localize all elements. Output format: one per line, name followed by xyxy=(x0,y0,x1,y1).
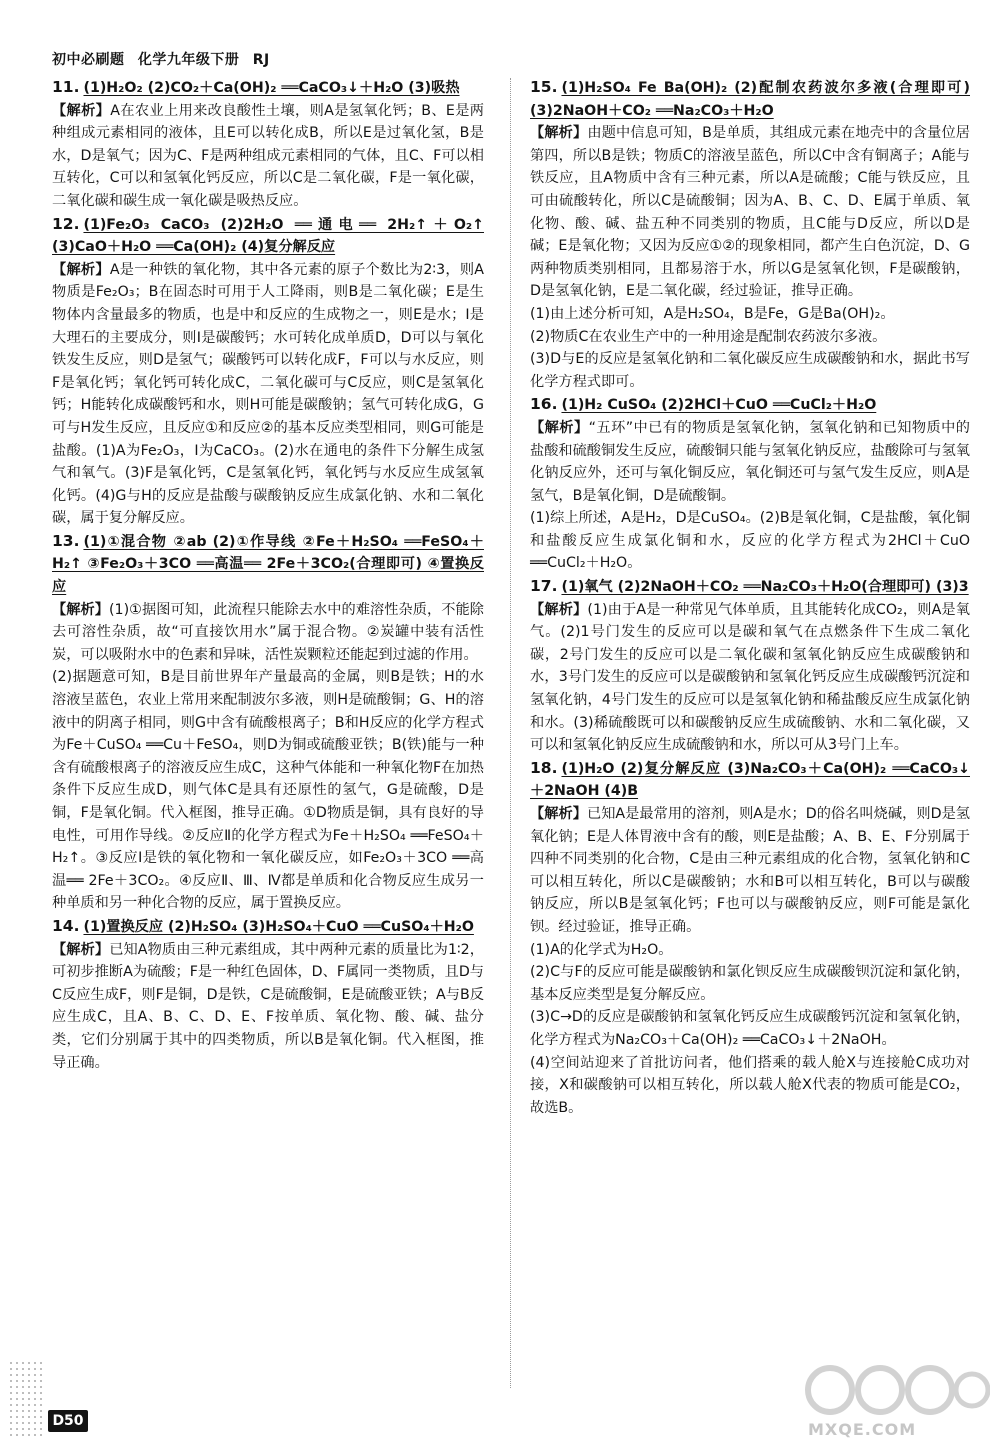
problem-18 xyxy=(530,757,970,1120)
answer-text: (1)H₂O₂ (2)CO₂＋Ca(OH)₂ ══CaCO₃↓＋H₂O (3)吸热 xyxy=(83,80,460,96)
explanation-paragraph: (1)综上所述，A是H₂，D是CuSO₄。(2)B是氧化铜，C是盐酸，氧化铜和盐酸反应生成氯化铜和水，反应的化学方程式为2HCl＋CuO ══CuCl₂＋H₂O。 xyxy=(530,510,970,572)
problem-number: 14. xyxy=(52,916,80,935)
problem-number: 13. xyxy=(52,531,80,550)
problem-15 xyxy=(530,76,970,393)
answer-text: (1)①混合物 ②ab (2)①作导线 ②Fe＋H₂SO₄ ══FeSO₄＋H₂↑ ③Fe₂O₃＋3CO ══高温══ 2Fe＋3CO₂(合理即可) ④置换反应 xyxy=(52,533,484,596)
problem-12 xyxy=(52,213,484,530)
explanation-paragraph: 【解析】已知A物质由三种元素组成，其中两种元素的质量比为1∶2，可初步推断A为硫酸；F是一种红色固体，D、F属同一类物质，且D与C反应生成F，则F是铜，D是铁，C是硫酸铜，E是硫酸亚铁；A与B反应生成C，且A、B、C、D、E、F按单质、氧化物、酸、碱、盐分类，它们分别属于其中的四类物质，所以B是氧化铜。代入框图，推导正确。 xyxy=(52,941,484,1071)
answer-line xyxy=(530,575,970,599)
problem-13 xyxy=(52,530,484,915)
series-title: 初中必刷题 xyxy=(52,52,125,68)
problem-number: 18. xyxy=(530,758,558,777)
analysis-tag: 【解析】 xyxy=(52,941,110,958)
right-column xyxy=(530,76,970,1119)
explanation-paragraph: 【解析】A在农业上用来改良酸性土壤，则A是氢氧化钙；B、E是两种组成元素相同的液体，且E可以转化成B，所以E是过氧化氢，B是水，D是氧气；因为C、F是两种组成元素相同的气体，且C、F可以相互转化，C可以和氢氧化钙反应，所以C是二氧化碳，F是一氧化碳，二氧化碳和碳生成一氧化碳是吸热反应。 xyxy=(52,102,484,209)
explanation-paragraph: (2)物质C在农业生产中的一种用途是配制农药波尔多液。 xyxy=(530,328,887,345)
answer-text: (1)H₂O (2)复分解反应 (3)Na₂CO₃＋Ca(OH)₂ ══CaCO₃↓＋2NaOH (4)B xyxy=(530,760,970,800)
analysis-tag: 【解析】 xyxy=(530,419,589,436)
explanation-paragraph: 【解析】由题中信息可知，B是单质，其组成元素在地壳中的含量位居第四，所以B是铁；物质C的溶液呈蓝色，所以C中含有铜离子；A能与铁反应，且A物质中含有三种元素，所以A是硫酸；C能与铁反应，且可由硫酸转化，所以C是硫酸铜；因为A、B、C、D、E属于单质、氧化物、酸、碱、盐五种不同类别的物质，且C能与D反应，所以D是碱；E是氧化物；又因为反应①②的现象相同，都产生白色沉淀，D、G两种物质类别相同，且都易溶于水，所以G是氢氧化钡，F是碳酸钠，D是氢氧化钠，E是二氧化碳，经过验证，推导正确。 xyxy=(530,125,970,300)
explanation-paragraph: (2)据题意可知，B是目前世界年产量最高的金属，则B是铁；H的水溶液呈蓝色，农业上常用来配制波尔多液，则H是硫酸铜；G、H的溶液中的阴离子相同，则G中含有硫酸根离子；B和H反应的化学方程式为Fe＋CuSO₄ ══Cu＋FeSO₄，则D为铜或硫酸亚铁；B(铁)能与一种含有硫酸根离子的溶液反应生成C，这种气体能和一种氧化物F在加热条件下反应生成D，则气体C是具有还原性的氢气，G是硫酸，D是铜，F是氧化铜。代入框图，推导正确。①D物质是铜，具有良好的导电性，可用作导线。②反应Ⅱ的化学方程式为Fe＋H₂SO₄ ══FeSO₄＋H₂↑。③反应Ⅰ是铁的氧化物和一氧化碳反应，如Fe₂O₃＋3CO ══高温══ 2Fe＋3CO₂。④反应Ⅱ、Ⅲ、Ⅳ都是单质和化合物反应生成另一种单质和另一种化合物的反应，属于置换反应。 xyxy=(52,669,484,912)
explanation-paragraph: (1)A的化学式为H₂O。 xyxy=(530,941,673,958)
page-number: D50 xyxy=(48,1410,88,1432)
analysis-tag: 【解析】 xyxy=(52,102,111,119)
answer-line xyxy=(52,213,484,259)
book-title: 化学九年级下册 xyxy=(137,52,240,68)
problem-number: 12. xyxy=(52,214,80,233)
explanation-paragraph: 【解析】已知A是最常用的溶剂，则A是水；D的俗名叫烧碱，则D是氢氧化钠；E是人体胃液中含有的酸，则E是盐酸；A、B、E、F分别属于四种不同类别的化合物，C是由三种元素组成的化合物，氢氧化钠和C可以相互转化，所以C是碳酸钠；水和B可以相互转化，B可以与碳酸钠反应，所以B是氢氧化钙；F也可以与碳酸钠反应，则F可能是氯化钡。经过验证，推导正确。 xyxy=(530,806,970,935)
explanation-paragraph: (4)空间站迎来了首批访问者，他们搭乘的载人舱X与连接舱C成功对接，X和碳酸钠可以相互转化，所以载人舱X代表的物质可能是CO₂，故选B。 xyxy=(530,1054,970,1116)
problem-11 xyxy=(52,76,484,213)
problem-number: 15. xyxy=(530,78,558,96)
problem-14 xyxy=(52,915,484,1074)
left-column xyxy=(52,76,484,1074)
problem-number: 11. xyxy=(52,78,80,96)
analysis-tag: 【解析】 xyxy=(530,601,588,618)
explanation-paragraph: 【解析】A是一种铁的氧化物，其中各元素的原子个数比为2∶3，则A物质是Fe₂O₃；B在固态时可用于人工降雨，则B是二氧化碳；E是生物体内含量最多的物质，也是中和反应的生成物之一，则E是水；I是大理石的主要成分，则I是碳酸钙；水可转化成单质D，D可以与氧化铁发生反应，则D是氢气；碳酸钙可以转化成F，F可以与水反应，则F是氧化钙；氧化钙可转化成C，二氧化碳可与C反应，则C是氢氧化钙；H能转化成碳酸钙和水，则H可能是碳酸钠；氢气可转化成G，G可与H发生反应，且反应①和反应②的基本反应类型相同，则G可能是盐酸。(1)A为Fe₂O₃，I为CaCO₃。(2)水在通电的条件下分解生成氢气和氧气。(3)F是氧化钙，C是氢氧化钙，氧化钙与水反应生成氢氧化钙。(4)G与H的反应是盐酸与碳酸钠反应生成氯化钠、水和二氧化碳，属于复分解反应。 xyxy=(52,261,484,527)
explanation-paragraph: (3)D与E的反应是氢氧化钠和二氧化碳反应生成碳酸钠和水，据此书写化学方程式即可。 xyxy=(530,351,970,390)
answer-line xyxy=(530,757,970,803)
analysis-tag: 【解析】 xyxy=(530,806,587,822)
explanation-paragraph: (2)C与F的反应可能是碳酸钠和氯化钡反应生成碳酸钡沉淀和氯化钠，基本反应类型是复分解反应。 xyxy=(530,964,970,1003)
answer-line xyxy=(52,915,484,939)
answer-line xyxy=(530,76,970,122)
decorative-dots xyxy=(8,1360,42,1440)
explanation-paragraph: 【解析】(1)①据图可知，此流程只能除去水中的难溶性杂质，不能除去可溶性杂质，故“可直接饮用水”属于混合物。②炭罐中装有活性炭，可以吸附水中的色素和异味，活性炭颗粒还能起到过滤的作用。 xyxy=(52,601,484,663)
problem-number: 17. xyxy=(530,577,558,596)
answer-text: (1)H₂ CuSO₄ (2)2HCl＋CuO ══CuCl₂＋H₂O xyxy=(561,397,877,414)
answer-line xyxy=(52,530,484,599)
explanation-paragraph: 【解析】“五环”中已有的物质是氢氧化钠，氢氧化钠和已知物质中的盐酸和硫酸铜发生反应，硫酸铜只能与氢氧化钠反应，盐酸除可与氢氧化钠反应外，还可与氧化铜反应，氧化铜还可与氢气发生反应，则A是氢气，B是氧化铜，D是硫酸铜。 xyxy=(530,419,970,504)
answer-text: (1)H₂SO₄ Fe Ba(OH)₂ (2)配制农药波尔多液(合理即可) (3)2NaOH＋CO₂ ══Na₂CO₃＋H₂O xyxy=(530,80,970,119)
answer-text: (1)置换反应 (2)H₂SO₄ (3)H₂SO₄＋CuO ══CuSO₄＋H₂O xyxy=(83,918,474,935)
edition-label: RJ xyxy=(252,52,270,68)
watermark-text: MXQE.COM xyxy=(808,1420,917,1439)
explanation-paragraph: 【解析】(1)由于A是一种常见气体单质，且其能转化成CO₂，则A是氧气。(2)1号门发生的反应可以是碳和氧气在点燃条件下生成二氧化碳，2号门发生的反应可以是二氧化碳和氢氧化钠反应生成碳酸钠和水，3号门发生的反应可以是碳酸钠和氢氧化钙反应生成碳酸钙沉淀和氢氧化钠，4号门发生的反应可以是氢氧化钠和稀盐酸反应生成氯化钠和水。(3)稀硫酸既可以和碳酸钠反应生成硫酸钠、水和二氧化碳，又可以和氢氧化钠反应生成硫酸钠和水，所以可从3号门上车。 xyxy=(530,601,970,754)
answer-line xyxy=(52,76,484,100)
explanation-paragraph: (1)由上述分析可知，A是H₂SO₄，B是Fe，G是Ba(OH)₂。 xyxy=(530,305,895,322)
analysis-tag: 【解析】 xyxy=(530,125,588,142)
problem-17 xyxy=(530,575,970,757)
problem-number: 16. xyxy=(530,395,558,414)
answer-line xyxy=(530,393,970,417)
explanation-paragraph: (3)C→D的反应是碳酸钠和氢氧化钙反应生成碳酸钙沉淀和氢氧化钠，化学方程式为Na₂CO₃＋Ca(OH)₂ ══CaCO₃↓＋2NaOH。 xyxy=(530,1009,970,1048)
answer-text: (1)氧气 (2)2NaOH＋CO₂ ══Na₂CO₃＋H₂O(合理即可) (3)3 xyxy=(561,579,969,596)
answer-text: (1)Fe₂O₃ CaCO₃ (2)2H₂O ══通电══ 2H₂↑＋O₂↑ (3)CaO＋H₂O ══Ca(OH)₂ (4)复分解反应 xyxy=(52,216,484,256)
page-header xyxy=(52,48,278,72)
column-divider xyxy=(510,78,511,1388)
analysis-tag: 【解析】 xyxy=(52,601,110,618)
problem-16 xyxy=(530,393,970,575)
analysis-tag: 【解析】 xyxy=(52,261,110,278)
